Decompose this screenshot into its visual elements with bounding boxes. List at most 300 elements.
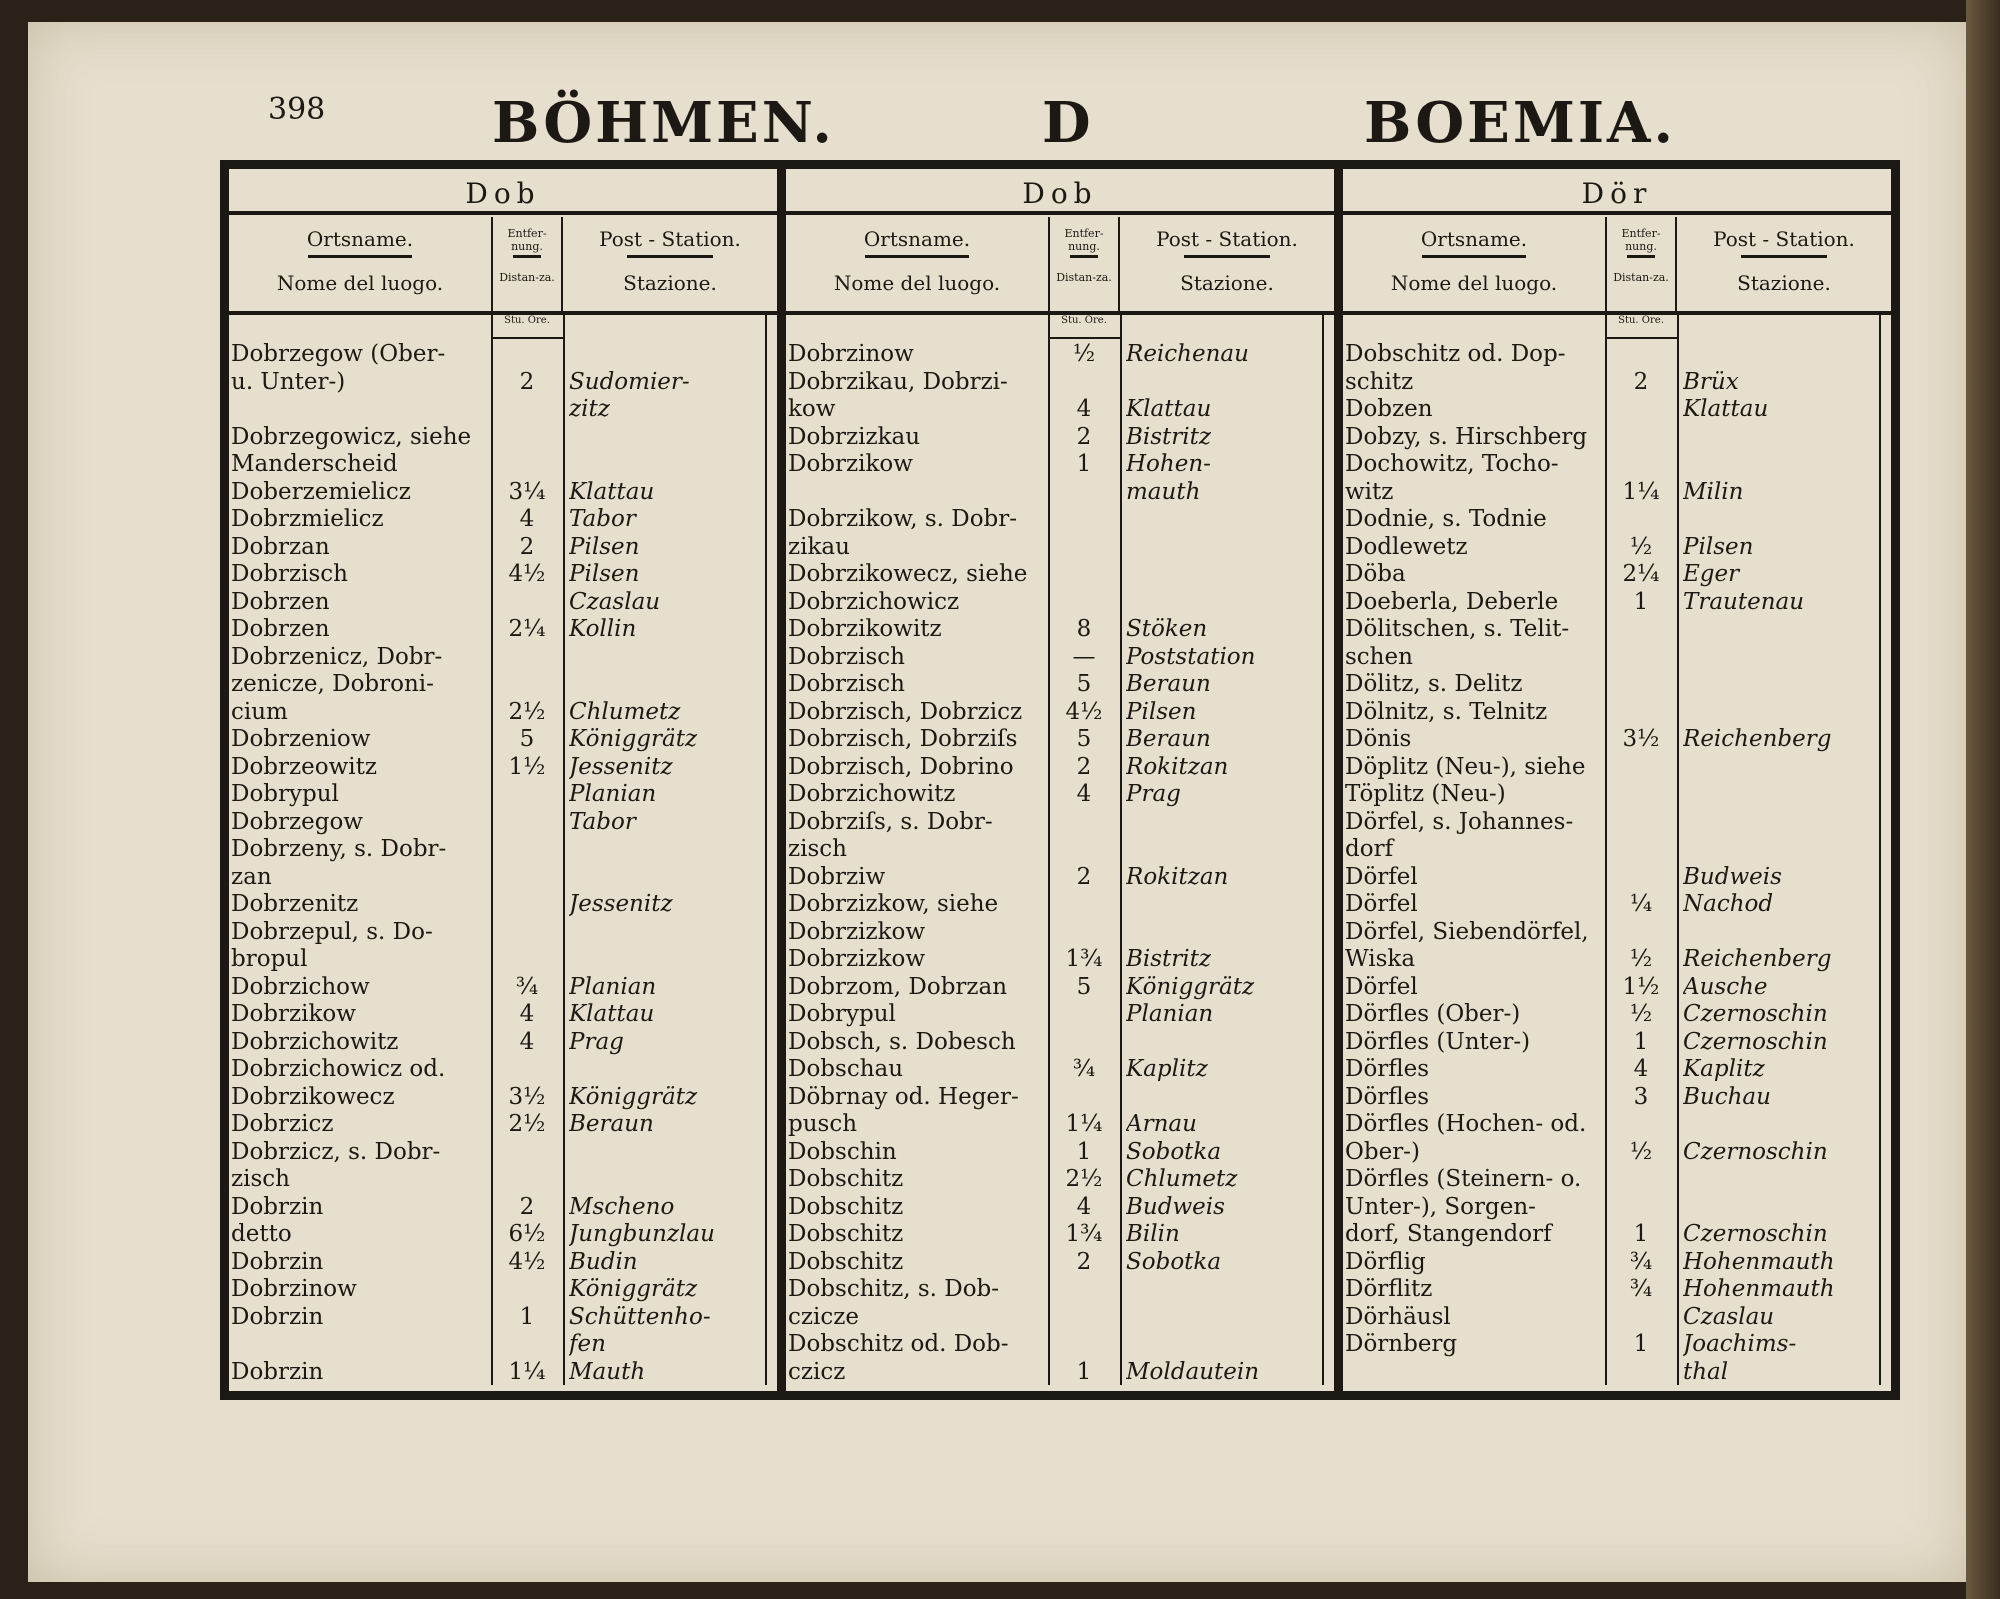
table-row [229, 506, 777, 534]
post-station: Hohen- [1126, 451, 1211, 477]
post-station: Czaslau [1683, 1303, 1775, 1330]
table-row [1343, 1056, 1891, 1084]
post-station: Reichenau [1126, 341, 1249, 367]
place-name: zisch [231, 1166, 290, 1192]
place-name: zikau [788, 533, 850, 560]
distance-value: 2 [1076, 753, 1092, 780]
table-row [229, 1304, 777, 1332]
distance-value: 1½ [508, 753, 546, 780]
table-row [786, 1001, 1334, 1029]
table-rows [1343, 341, 1891, 1386]
distance-value: 2¼ [1622, 561, 1660, 587]
place-name: czicz [788, 1358, 846, 1385]
table-row [786, 1221, 1334, 1249]
post-station: Prag [569, 1028, 624, 1055]
place-name: Dobrzeny, s. Dobr- [231, 836, 447, 862]
post-station: Beraun [569, 1111, 654, 1137]
distance-value: ¾ [1072, 1056, 1096, 1082]
header-entfernung: Entfer-nung. [1064, 227, 1104, 253]
place-name: Dobschin [788, 1138, 897, 1165]
post-station: Joachims- [1683, 1331, 1797, 1357]
table-row [1343, 1249, 1891, 1277]
table-row [229, 864, 777, 892]
table-row [786, 616, 1334, 644]
table-row [786, 1249, 1334, 1277]
distance-value: 5 [1076, 973, 1092, 1000]
table-row [1343, 1359, 1891, 1387]
place-name: Dobrzizkow, siehe [788, 891, 999, 917]
table-row [229, 561, 777, 589]
post-station: Budin [569, 1248, 638, 1275]
place-name: Dobrzan [231, 533, 330, 560]
header-distanza: Distan-za. [1056, 271, 1112, 284]
post-station: Schüttenho- [569, 1303, 711, 1330]
place-name: Dobrzicz [231, 1111, 334, 1137]
post-station: Königgrätz [569, 726, 698, 752]
post-station: Poststation [1126, 643, 1256, 670]
table-row [229, 1001, 777, 1029]
table-row [1343, 974, 1891, 1002]
place-name: Dobrzizkow [788, 946, 926, 972]
header-distanza: Distan-za. [499, 271, 555, 284]
table-row [229, 726, 777, 754]
table-row [786, 369, 1334, 397]
table-row [229, 451, 777, 479]
distance-value: ½ [1629, 946, 1653, 972]
table-row [1343, 946, 1891, 974]
header-nome-del-luogo: Nome del luogo. [833, 271, 1001, 295]
place-name: Dörfles (Ober-) [1345, 1001, 1521, 1027]
place-name: Dobrzichowitz [231, 1028, 399, 1055]
distance-value: 1 [1076, 1358, 1092, 1385]
table-row [1343, 864, 1891, 892]
post-station: Klattau [569, 1001, 655, 1027]
distance-value: 6½ [508, 1221, 546, 1247]
place-name: Dobsch, s. Dobesch [788, 1028, 1016, 1055]
place-name: Dobrzisch, Dobrziſs [788, 726, 1018, 752]
table-row [1343, 781, 1891, 809]
post-station: Nachod [1683, 891, 1774, 917]
table-row [229, 589, 777, 617]
place-name: Dobrzichow [231, 973, 370, 1000]
post-station: Trautenau [1683, 588, 1805, 615]
table-row [786, 341, 1334, 369]
table-row [229, 1276, 777, 1304]
table-row [786, 1166, 1334, 1194]
place-name: Dobschitz [788, 1166, 904, 1192]
post-station: Czernoschin [1683, 1138, 1828, 1165]
distance-value: ¾ [1629, 1248, 1653, 1275]
table-row [229, 754, 777, 782]
table-row [786, 891, 1334, 919]
header-entfernung: Entfer-nung. [507, 227, 547, 253]
place-name: Dobrzikowecz [231, 1083, 395, 1110]
table-row [229, 699, 777, 727]
post-station: Chlumetz [569, 698, 681, 725]
distance-value: 3½ [1622, 726, 1660, 752]
table-row [229, 1056, 777, 1084]
post-station: Königgrätz [569, 1276, 698, 1302]
post-station: Tabor [569, 808, 636, 835]
place-name: Dobrzin [231, 1248, 324, 1275]
distance-value: 1 [1076, 451, 1092, 477]
table-row [1343, 1194, 1891, 1222]
distance-value: 2¼ [508, 616, 546, 642]
header-stazione: Stazione. [623, 271, 717, 295]
table-row [786, 781, 1334, 809]
table-row [786, 1304, 1334, 1332]
header-ortsname: Ortsname. [1420, 227, 1528, 251]
place-name: Dobrzikow, s. Dobr- [788, 506, 1018, 532]
gazetteer-table [220, 160, 1900, 1400]
place-name: Doberzemielicz [231, 478, 411, 505]
place-name: Dörnberg [1345, 1331, 1458, 1357]
table-row [1343, 451, 1891, 479]
post-station: Pilsen [1683, 533, 1754, 560]
table-row [229, 369, 777, 397]
table-row [1343, 341, 1891, 369]
table-row [1343, 1166, 1891, 1194]
distance-value: 4½ [508, 1248, 546, 1275]
header-entfernung: Entfer-nung. [1621, 227, 1661, 253]
post-station: Beraun [1126, 726, 1211, 752]
header-stunden-ore: Stu. Ore. [1048, 315, 1120, 339]
table-row [786, 1194, 1334, 1222]
table-row [786, 506, 1334, 534]
place-name: zan [231, 863, 272, 890]
place-name: Dobrzegow [231, 808, 363, 835]
place-name: Dobschitz, s. Dob- [788, 1276, 1000, 1302]
table-row [786, 1111, 1334, 1139]
place-name: Dobschau [788, 1056, 904, 1082]
header-post-station: Post - Station. [1156, 227, 1298, 251]
place-name: Dobrzinow [231, 1276, 357, 1302]
distance-value: ¼ [1629, 891, 1653, 917]
column-title: Dob [229, 177, 777, 215]
distance-value: 2 [1633, 368, 1649, 395]
table-row [1343, 1276, 1891, 1304]
distance-value: 1 [1633, 588, 1649, 615]
post-station: Buchau [1683, 1083, 1771, 1110]
place-name: Dobrzinow [788, 341, 914, 367]
table-row [229, 534, 777, 562]
table-row [786, 754, 1334, 782]
table-row [229, 781, 777, 809]
table-row [229, 1166, 777, 1194]
place-name: zenicze, Dobroni- [231, 671, 434, 697]
place-name: Dörfel [1345, 863, 1418, 890]
place-name: Dobrzin [231, 1193, 324, 1220]
table-row [1343, 1304, 1891, 1332]
table-row [1343, 479, 1891, 507]
header-post-station: Post - Station. [599, 227, 741, 251]
header-post-station: Post - Station. [1713, 227, 1855, 251]
page-title-italian: BOEMIA. [1364, 90, 1676, 156]
place-name: witz [1345, 478, 1394, 505]
distance-value: 2 [1076, 1248, 1092, 1275]
distance-value: 1 [519, 1303, 535, 1330]
table-row [229, 1139, 777, 1167]
post-station: Beraun [1126, 671, 1211, 697]
post-station: Ausche [1683, 973, 1768, 1000]
table-row [229, 891, 777, 919]
post-station: Jessenitz [569, 891, 673, 917]
table-row [1343, 919, 1891, 947]
table-row [786, 1084, 1334, 1112]
place-name: Dobrzom, Dobrzan [788, 973, 1008, 1000]
table-row [1343, 589, 1891, 617]
table-row [786, 396, 1334, 424]
post-station: Klattau [569, 478, 655, 505]
column-header [1343, 217, 1891, 315]
place-name: Dodlewetz [1345, 533, 1468, 560]
header-ortsname: Ortsname. [306, 227, 414, 251]
header-ortsname: Ortsname. [863, 227, 971, 251]
table-row [229, 1194, 777, 1222]
table-row [786, 479, 1334, 507]
column-header [786, 217, 1334, 315]
table-column-1 [229, 169, 777, 1391]
distance-value: 1½ [1622, 973, 1660, 1000]
table-row [1343, 506, 1891, 534]
place-name: Dölitschen, s. Telit- [1345, 616, 1570, 642]
place-name: Dobrzegow (Ober- [231, 341, 446, 367]
table-row [229, 974, 777, 1002]
place-name: Dörfel [1345, 891, 1418, 917]
place-name: Dörfles [1345, 1083, 1430, 1110]
place-name: Dobrzenicz, Dobr- [231, 643, 443, 670]
table-row [1343, 369, 1891, 397]
post-station: Klattau [1126, 396, 1212, 422]
table-row [1343, 644, 1891, 672]
post-station: Jungbunzlau [569, 1221, 715, 1247]
place-name: Dobrypul [788, 1001, 896, 1027]
table-row [229, 479, 777, 507]
place-name: Dobrzikowitz [788, 616, 942, 642]
place-name: Töplitz (Neu-) [1345, 781, 1506, 807]
post-station: Sudomier- [569, 368, 690, 395]
header-stazione: Stazione. [1180, 271, 1274, 295]
post-station: thal [1683, 1358, 1729, 1385]
distance-value: ½ [1629, 1138, 1653, 1165]
post-station: Reichenberg [1683, 946, 1832, 972]
place-name: Dobrzisch [788, 643, 905, 670]
post-station: Tabor [569, 506, 636, 532]
place-name: Manderscheid [231, 451, 398, 477]
place-name: Dobrzikow [788, 451, 913, 477]
header-stazione: Stazione. [1737, 271, 1831, 295]
table-row [1343, 754, 1891, 782]
post-station: Czaslau [569, 588, 661, 615]
distance-value: 4 [1633, 1056, 1649, 1082]
post-station: Planian [1126, 1001, 1214, 1027]
distance-value: 1¼ [1622, 478, 1660, 505]
place-name: Dobzy, s. Hirschberg [1345, 423, 1588, 450]
table-row [1343, 1221, 1891, 1249]
post-station: Königgrätz [569, 1083, 698, 1110]
table-row [229, 836, 777, 864]
table-row [1343, 1084, 1891, 1112]
distance-value: 3¼ [508, 478, 546, 505]
distance-value: 2 [519, 533, 535, 560]
place-name: Dobrzepul, s. Do- [231, 918, 433, 945]
place-name: u. Unter-) [231, 368, 346, 395]
place-name: Dobrzisch [788, 671, 905, 697]
table-row [786, 589, 1334, 617]
place-name: pusch [788, 1111, 858, 1137]
post-station: Hohenmauth [1683, 1276, 1835, 1302]
header-distanza: Distan-za. [1613, 271, 1669, 284]
distance-value: ¾ [1629, 1276, 1653, 1302]
table-rows [786, 341, 1334, 1386]
distance-value: 2½ [508, 698, 546, 725]
table-row [786, 1276, 1334, 1304]
place-name: Dölitz, s. Delitz [1345, 671, 1523, 697]
place-name: Dobrzichowicz od. [231, 1056, 446, 1082]
table-row [786, 1331, 1334, 1359]
header-nome-del-luogo: Nome del luogo. [276, 271, 444, 295]
place-name: Doeberla, Deberle [1345, 588, 1559, 615]
place-name: Dobrzegowicz, siehe [231, 423, 472, 450]
table-column-2 [786, 169, 1334, 1391]
place-name: Dobrzmielicz [231, 506, 384, 532]
distance-value: 4½ [508, 561, 546, 587]
table-column-3 [1343, 169, 1891, 1391]
distance-value: 1 [1633, 1331, 1649, 1357]
distance-value: 1 [1076, 1138, 1092, 1165]
table-row [229, 919, 777, 947]
post-station: Mauth [569, 1358, 646, 1385]
post-station: fen [569, 1331, 606, 1357]
table-row [1343, 561, 1891, 589]
table-row [1343, 424, 1891, 452]
table-row [786, 974, 1334, 1002]
column-divider [777, 169, 786, 1391]
table-row [786, 946, 1334, 974]
table-row [229, 809, 777, 837]
table-row [229, 1029, 777, 1057]
post-station: Mscheno [569, 1193, 675, 1220]
table-row [229, 1111, 777, 1139]
table-row [786, 424, 1334, 452]
distance-value: 2½ [508, 1111, 546, 1137]
table-rows [229, 341, 777, 1386]
table-row [786, 726, 1334, 754]
place-name: Dobschitz [788, 1248, 904, 1275]
place-name: Dobschitz [788, 1221, 904, 1247]
place-name: Döba [1345, 561, 1406, 587]
place-name: Dobrziſs, s. Dobr- [788, 808, 993, 835]
place-name: Dobrzin [231, 1303, 324, 1330]
table-row [786, 534, 1334, 562]
place-name: Dobrzen [231, 588, 330, 615]
post-station: Czernoschin [1683, 1221, 1828, 1247]
table-row [1343, 671, 1891, 699]
distance-value: 2 [1076, 423, 1092, 450]
post-station: Planian [569, 781, 657, 807]
place-name: Dörfles (Hochen- od. [1345, 1111, 1587, 1137]
post-station: Moldautein [1126, 1358, 1260, 1385]
post-station: Bistritz [1126, 423, 1212, 450]
book-spine [1966, 0, 2000, 1599]
place-name: Dobrzikow [231, 1001, 356, 1027]
table-row [229, 644, 777, 672]
header-stunden-ore: Stu. Ore. [491, 315, 563, 339]
table-row [786, 671, 1334, 699]
distance-value: 5 [519, 726, 535, 752]
post-station: Planian [569, 973, 657, 1000]
post-station: Sobotka [1126, 1138, 1222, 1165]
place-name: bropul [231, 946, 308, 972]
page-number: 398 [268, 92, 326, 127]
post-station: Hohenmauth [1683, 1248, 1835, 1275]
distance-value: 4 [1076, 396, 1092, 422]
column-title: Dob [786, 177, 1334, 215]
post-station: Bistritz [1126, 946, 1212, 972]
distance-value: 4 [1076, 1193, 1092, 1220]
place-name: Dobrzikowecz, siehe [788, 561, 1028, 587]
table-row [786, 1029, 1334, 1057]
distance-value: 5 [1076, 671, 1092, 697]
place-name: Dobrzen [231, 616, 330, 642]
post-station: zitz [569, 396, 610, 422]
distance-value: — [1072, 643, 1096, 670]
table-row [229, 1359, 777, 1387]
post-station: Pilsen [1126, 698, 1197, 725]
place-name: Dörfles [1345, 1056, 1430, 1082]
place-name: Dobrypul [231, 781, 339, 807]
header-nome-del-luogo: Nome del luogo. [1390, 271, 1558, 295]
table-row [229, 671, 777, 699]
place-name: Dobrzizkau [788, 423, 921, 450]
distance-value: ½ [1629, 533, 1653, 560]
place-name: Dörfles (Steinern- o. [1345, 1166, 1582, 1192]
post-station: Jessenitz [569, 753, 673, 780]
place-name: Dörflitz [1345, 1276, 1433, 1302]
table-row [786, 836, 1334, 864]
distance-value: ½ [1072, 341, 1096, 367]
table-row [229, 1084, 777, 1112]
post-station: Kollin [569, 616, 637, 642]
table-row [1343, 699, 1891, 727]
place-name: Wiska [1345, 946, 1416, 972]
table-row [1343, 1029, 1891, 1057]
column-header [229, 217, 777, 315]
place-name: Dörfles (Unter-) [1345, 1028, 1531, 1055]
table-row [229, 616, 777, 644]
post-station: mauth [1126, 478, 1201, 505]
place-name: Dölnitz, s. Telnitz [1345, 698, 1548, 725]
table-row [229, 341, 777, 369]
distance-value: 2 [519, 368, 535, 395]
table-row [1343, 726, 1891, 754]
post-station: Arnau [1126, 1111, 1197, 1137]
table-row [786, 864, 1334, 892]
post-station: Budweis [1126, 1193, 1225, 1220]
post-station: Königgrätz [1126, 973, 1255, 1000]
place-name: Döplitz (Neu-), siehe [1345, 753, 1586, 780]
place-name: Dörfel [1345, 973, 1418, 1000]
table-row [1343, 1001, 1891, 1029]
place-name: dorf, Stangendorf [1345, 1221, 1552, 1247]
distance-value: 8 [1076, 616, 1092, 642]
table-row [1343, 836, 1891, 864]
distance-value: 1 [1633, 1028, 1649, 1055]
table-row [229, 396, 777, 424]
place-name: zisch [788, 836, 847, 862]
place-name: Dörflig [1345, 1248, 1426, 1275]
place-name: kow [788, 396, 836, 422]
